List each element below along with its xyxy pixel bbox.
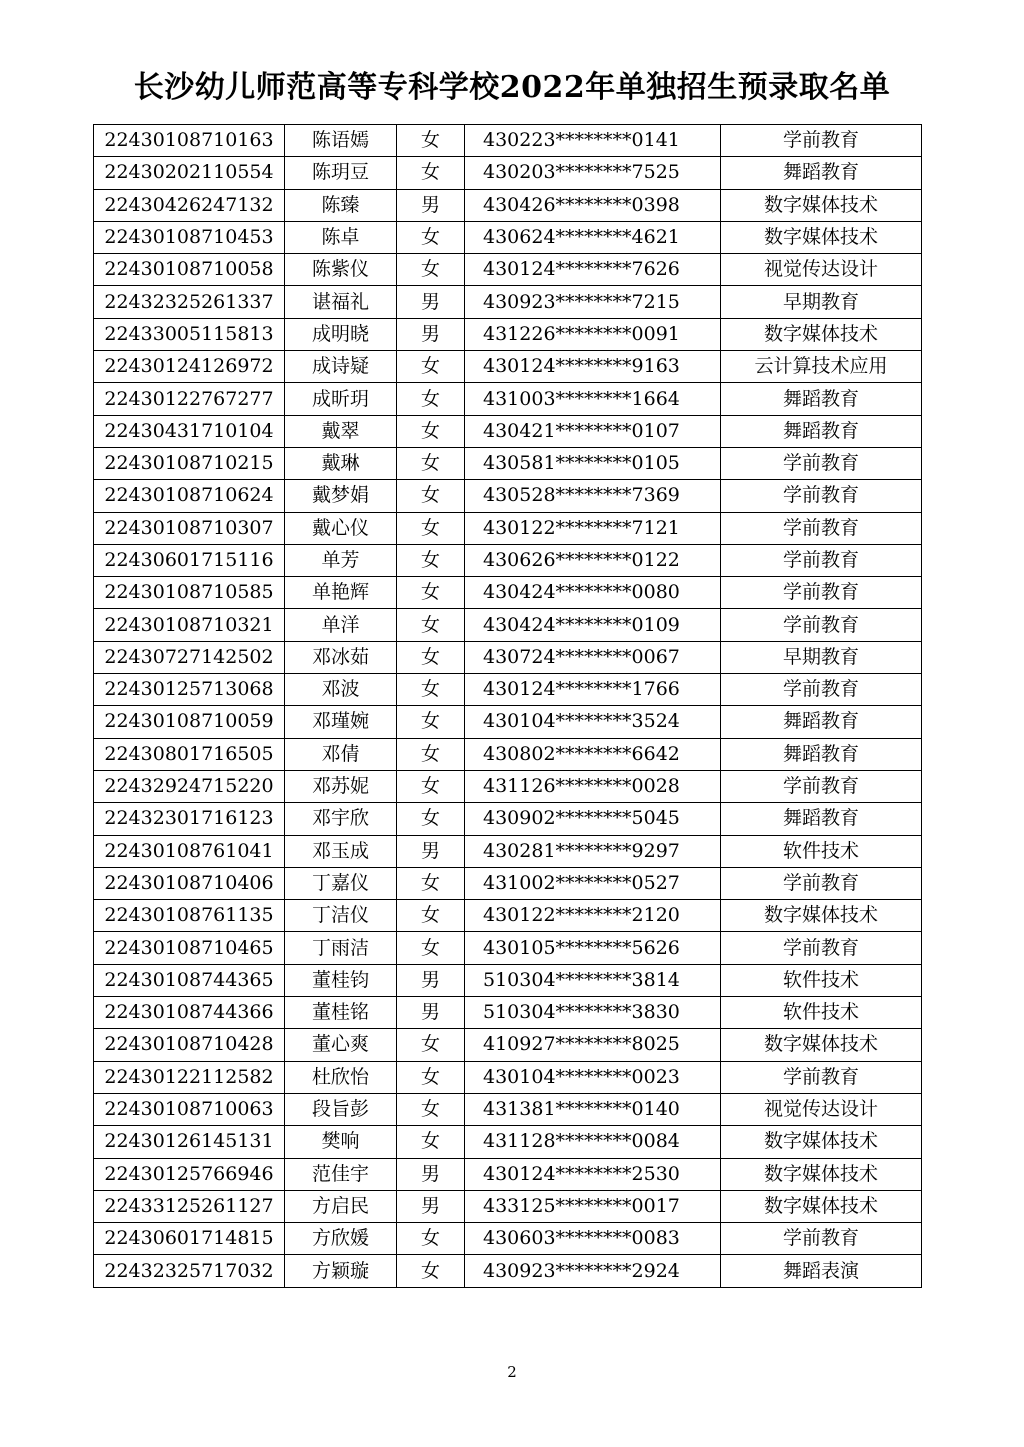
name-cell: 陈语嫣: [285, 125, 397, 157]
name-cell: 邓波: [285, 674, 397, 706]
table-row: [94, 770, 922, 802]
admission-roster-table: [93, 124, 922, 1288]
id-card-cell: 430203********7525: [465, 157, 721, 189]
gender-cell: 女: [397, 383, 465, 415]
id-card-cell: 430802********6642: [465, 738, 721, 770]
table-row: [94, 254, 922, 286]
gender-cell: 女: [397, 674, 465, 706]
gender-cell: 女: [397, 157, 465, 189]
page-number: 2: [507, 1363, 517, 1381]
major-cell: 学前教育: [721, 770, 922, 802]
table-row: [94, 964, 922, 996]
id-card-cell: 430902********5045: [465, 803, 721, 835]
table-row: [94, 189, 922, 221]
exam-number-cell: 22430108710215: [94, 447, 285, 479]
name-cell: 成诗疑: [285, 351, 397, 383]
gender-cell: 女: [397, 706, 465, 738]
id-card-cell: 430528********7369: [465, 480, 721, 512]
gender-cell: 女: [397, 351, 465, 383]
table-row: [94, 674, 922, 706]
table-row: [94, 577, 922, 609]
table-row: [94, 867, 922, 899]
table-row: [94, 706, 922, 738]
id-card-cell: 430923********2924: [465, 1255, 721, 1287]
name-cell: 丁嘉仪: [285, 867, 397, 899]
gender-cell: 女: [397, 577, 465, 609]
exam-number-cell: 22430108710465: [94, 932, 285, 964]
name-cell: 樊响: [285, 1126, 397, 1158]
table-row: [94, 286, 922, 318]
name-cell: 陈紫仪: [285, 254, 397, 286]
major-cell: 舞蹈教育: [721, 738, 922, 770]
exam-number-cell: 22430124126972: [94, 351, 285, 383]
major-cell: 学前教育: [721, 125, 922, 157]
id-card-cell: 430124********7626: [465, 254, 721, 286]
exam-number-cell: 22430108710453: [94, 221, 285, 253]
id-card-cell: 430626********0122: [465, 544, 721, 576]
id-card-cell: 430124********9163: [465, 351, 721, 383]
id-card-cell: 410927********8025: [465, 1029, 721, 1061]
table-row: [94, 738, 922, 770]
gender-cell: 女: [397, 1093, 465, 1125]
name-cell: 单洋: [285, 609, 397, 641]
exam-number-cell: 22430125713068: [94, 674, 285, 706]
gender-cell: 女: [397, 1126, 465, 1158]
table-row: [94, 997, 922, 1029]
exam-number-cell: 22430108710163: [94, 125, 285, 157]
name-cell: 陈卓: [285, 221, 397, 253]
major-cell: 数字媒体技术: [721, 1029, 922, 1061]
gender-cell: 男: [397, 1158, 465, 1190]
exam-number-cell: 22432325261337: [94, 286, 285, 318]
table-row: [94, 1223, 922, 1255]
exam-number-cell: 22430727142502: [94, 641, 285, 673]
gender-cell: 女: [397, 641, 465, 673]
table-row: [94, 1126, 922, 1158]
table-row: [94, 221, 922, 253]
gender-cell: 女: [397, 1061, 465, 1093]
table-row: [94, 1255, 922, 1287]
name-cell: 陈玥豆: [285, 157, 397, 189]
major-cell: 数字媒体技术: [721, 318, 922, 350]
name-cell: 邓宇欣: [285, 803, 397, 835]
exam-number-cell: 22430108710058: [94, 254, 285, 286]
gender-cell: 女: [397, 932, 465, 964]
major-cell: 学前教育: [721, 867, 922, 899]
gender-cell: 女: [397, 254, 465, 286]
major-cell: 学前教育: [721, 512, 922, 544]
major-cell: 学前教育: [721, 577, 922, 609]
exam-number-cell: 22430108710406: [94, 867, 285, 899]
major-cell: 舞蹈教育: [721, 415, 922, 447]
exam-number-cell: 22430431710104: [94, 415, 285, 447]
major-cell: 学前教育: [721, 609, 922, 641]
gender-cell: 女: [397, 415, 465, 447]
table-row: [94, 447, 922, 479]
id-card-cell: 430105********5626: [465, 932, 721, 964]
gender-cell: 女: [397, 867, 465, 899]
major-cell: 学前教育: [721, 932, 922, 964]
exam-number-cell: 22430108710585: [94, 577, 285, 609]
name-cell: 段旨彭: [285, 1093, 397, 1125]
id-card-cell: 431381********0140: [465, 1093, 721, 1125]
major-cell: 数字媒体技术: [721, 221, 922, 253]
id-card-cell: 510304********3814: [465, 964, 721, 996]
id-card-cell: 510304********3830: [465, 997, 721, 1029]
gender-cell: 男: [397, 1190, 465, 1222]
table-row: [94, 157, 922, 189]
name-cell: 邓倩: [285, 738, 397, 770]
id-card-cell: 430603********0083: [465, 1223, 721, 1255]
table-row: [94, 1061, 922, 1093]
major-cell: 早期教育: [721, 286, 922, 318]
id-card-cell: 430223********0141: [465, 125, 721, 157]
id-card-cell: 430104********3524: [465, 706, 721, 738]
exam-number-cell: 22432301716123: [94, 803, 285, 835]
name-cell: 方颖璇: [285, 1255, 397, 1287]
major-cell: 学前教育: [721, 447, 922, 479]
name-cell: 董桂钧: [285, 964, 397, 996]
major-cell: 舞蹈教育: [721, 706, 922, 738]
exam-number-cell: 22430108710063: [94, 1093, 285, 1125]
gender-cell: 女: [397, 1029, 465, 1061]
name-cell: 戴梦娟: [285, 480, 397, 512]
name-cell: 单芳: [285, 544, 397, 576]
gender-cell: 女: [397, 221, 465, 253]
table-row: [94, 835, 922, 867]
table-row: [94, 803, 922, 835]
id-card-cell: 430724********0067: [465, 641, 721, 673]
table-row: [94, 544, 922, 576]
gender-cell: 男: [397, 964, 465, 996]
exam-number-cell: 22430108710307: [94, 512, 285, 544]
id-card-cell: 431003********1664: [465, 383, 721, 415]
gender-cell: 女: [397, 1223, 465, 1255]
table-row: [94, 932, 922, 964]
name-cell: 丁洁仪: [285, 900, 397, 932]
gender-cell: 女: [397, 803, 465, 835]
table-row: [94, 415, 922, 447]
exam-number-cell: 22430108710059: [94, 706, 285, 738]
name-cell: 范佳宇: [285, 1158, 397, 1190]
name-cell: 方欣媛: [285, 1223, 397, 1255]
major-cell: 舞蹈教育: [721, 383, 922, 415]
page-title: 长沙幼儿师范高等专科学校2022年单独招生预录取名单: [133, 70, 891, 105]
exam-number-cell: 22430202110554: [94, 157, 285, 189]
major-cell: 数字媒体技术: [721, 1126, 922, 1158]
table-row: [94, 609, 922, 641]
name-cell: 董桂铭: [285, 997, 397, 1029]
name-cell: 单艳辉: [285, 577, 397, 609]
id-card-cell: 430124********2530: [465, 1158, 721, 1190]
major-cell: 学前教育: [721, 544, 922, 576]
gender-cell: 女: [397, 447, 465, 479]
name-cell: 戴琳: [285, 447, 397, 479]
roster-body: [94, 125, 922, 1288]
exam-number-cell: 22430108744365: [94, 964, 285, 996]
major-cell: 学前教育: [721, 1223, 922, 1255]
major-cell: 软件技术: [721, 997, 922, 1029]
major-cell: 早期教育: [721, 641, 922, 673]
major-cell: 学前教育: [721, 1061, 922, 1093]
major-cell: 舞蹈表演: [721, 1255, 922, 1287]
exam-number-cell: 22432325717032: [94, 1255, 285, 1287]
id-card-cell: 430281********9297: [465, 835, 721, 867]
name-cell: 谌福礼: [285, 286, 397, 318]
major-cell: 云计算技术应用: [721, 351, 922, 383]
id-card-cell: 430624********4621: [465, 221, 721, 253]
id-card-cell: 430581********0105: [465, 447, 721, 479]
exam-number-cell: 22430601714815: [94, 1223, 285, 1255]
name-cell: 成昕玥: [285, 383, 397, 415]
gender-cell: 男: [397, 318, 465, 350]
exam-number-cell: 22430125766946: [94, 1158, 285, 1190]
name-cell: 邓瑾婉: [285, 706, 397, 738]
table-row: [94, 1029, 922, 1061]
id-card-cell: 430923********7215: [465, 286, 721, 318]
table-row: [94, 900, 922, 932]
major-cell: 软件技术: [721, 835, 922, 867]
name-cell: 成明晓: [285, 318, 397, 350]
gender-cell: 男: [397, 189, 465, 221]
table-row: [94, 318, 922, 350]
gender-cell: 女: [397, 738, 465, 770]
exam-number-cell: 22430426247132: [94, 189, 285, 221]
gender-cell: 男: [397, 835, 465, 867]
exam-number-cell: 22432924715220: [94, 770, 285, 802]
gender-cell: 女: [397, 544, 465, 576]
exam-number-cell: 22430108761041: [94, 835, 285, 867]
gender-cell: 女: [397, 1255, 465, 1287]
id-card-cell: 430426********0398: [465, 189, 721, 221]
id-card-cell: 430104********0023: [465, 1061, 721, 1093]
exam-number-cell: 22433005115813: [94, 318, 285, 350]
table-row: [94, 125, 922, 157]
table-row: [94, 480, 922, 512]
major-cell: 视觉传达设计: [721, 1093, 922, 1125]
name-cell: 丁雨洁: [285, 932, 397, 964]
major-cell: 舞蹈教育: [721, 157, 922, 189]
id-card-cell: 430421********0107: [465, 415, 721, 447]
major-cell: 数字媒体技术: [721, 189, 922, 221]
gender-cell: 男: [397, 997, 465, 1029]
name-cell: 邓冰茹: [285, 641, 397, 673]
exam-number-cell: 22430108761135: [94, 900, 285, 932]
name-cell: 方启民: [285, 1190, 397, 1222]
exam-number-cell: 22430108710624: [94, 480, 285, 512]
id-card-cell: 431226********0091: [465, 318, 721, 350]
gender-cell: 男: [397, 286, 465, 318]
id-card-cell: 431002********0527: [465, 867, 721, 899]
exam-number-cell: 22433125261127: [94, 1190, 285, 1222]
id-card-cell: 430424********0109: [465, 609, 721, 641]
exam-number-cell: 22430122767277: [94, 383, 285, 415]
table-row: [94, 512, 922, 544]
name-cell: 陈臻: [285, 189, 397, 221]
major-cell: 学前教育: [721, 480, 922, 512]
major-cell: 数字媒体技术: [721, 900, 922, 932]
id-card-cell: 430122********2120: [465, 900, 721, 932]
name-cell: 邓苏妮: [285, 770, 397, 802]
id-card-cell: 430424********0080: [465, 577, 721, 609]
exam-number-cell: 22430801716505: [94, 738, 285, 770]
id-card-cell: 430122********7121: [465, 512, 721, 544]
exam-number-cell: 22430108744366: [94, 997, 285, 1029]
id-card-cell: 431128********0084: [465, 1126, 721, 1158]
table-row: [94, 1093, 922, 1125]
table-row: [94, 1190, 922, 1222]
gender-cell: 女: [397, 900, 465, 932]
table-row: [94, 351, 922, 383]
id-card-cell: 430124********1766: [465, 674, 721, 706]
name-cell: 戴心仪: [285, 512, 397, 544]
gender-cell: 女: [397, 770, 465, 802]
exam-number-cell: 22430122112582: [94, 1061, 285, 1093]
table-row: [94, 1158, 922, 1190]
gender-cell: 女: [397, 512, 465, 544]
table-row: [94, 383, 922, 415]
id-card-cell: 431126********0028: [465, 770, 721, 802]
table-row: [94, 641, 922, 673]
name-cell: 董心爽: [285, 1029, 397, 1061]
exam-number-cell: 22430108710428: [94, 1029, 285, 1061]
gender-cell: 女: [397, 480, 465, 512]
exam-number-cell: 22430126145131: [94, 1126, 285, 1158]
id-card-cell: 433125********0017: [465, 1190, 721, 1222]
major-cell: 舞蹈教育: [721, 803, 922, 835]
name-cell: 邓玉成: [285, 835, 397, 867]
gender-cell: 女: [397, 609, 465, 641]
major-cell: 学前教育: [721, 674, 922, 706]
exam-number-cell: 22430108710321: [94, 609, 285, 641]
major-cell: 数字媒体技术: [721, 1158, 922, 1190]
major-cell: 视觉传达设计: [721, 254, 922, 286]
gender-cell: 女: [397, 125, 465, 157]
major-cell: 数字媒体技术: [721, 1190, 922, 1222]
name-cell: 杜欣怡: [285, 1061, 397, 1093]
exam-number-cell: 22430601715116: [94, 544, 285, 576]
name-cell: 戴翠: [285, 415, 397, 447]
major-cell: 软件技术: [721, 964, 922, 996]
